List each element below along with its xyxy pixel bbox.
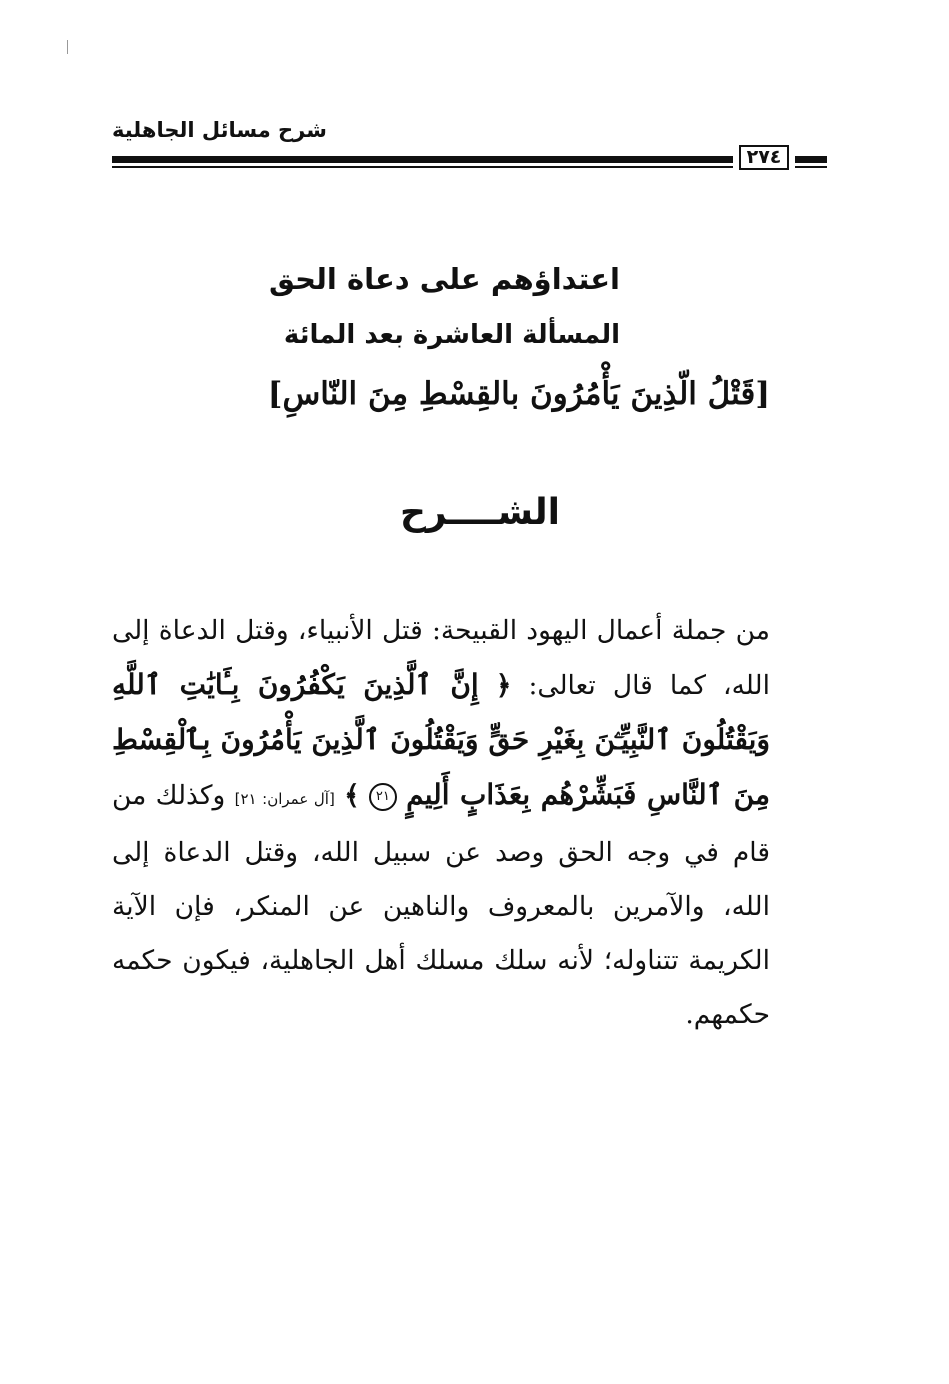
running-title: شرح مسائل الجاهلية — [112, 118, 327, 142]
header-dash-thick — [795, 156, 827, 163]
intro-text: من جملة أعمال اليهود القبيحة: قتل الأنبياء، وقتل الدعاة إلى الله، كما قال تعالى: — [112, 615, 770, 701]
section-heading: الشــــرح — [399, 492, 561, 533]
header-rule-thick — [112, 156, 733, 163]
ayah-number-marker: ٢١ — [369, 783, 397, 811]
header-dash-thin — [795, 166, 827, 168]
issue-heading: [قَتْلُ الّذِينَ يَأْمُرُونَ بالقِسْطِ مِنَ النّاسِ] — [267, 376, 770, 412]
verse-close-bracket: ﴾ — [344, 780, 360, 811]
verse-open-bracket: ﴿ — [495, 670, 512, 701]
conclusion-text: وكذلك من قام في وجه الحق وصد عن سبيل الله، وقتل الدعاة إلى الله، والآمرين بالمعروف والناهين عن المنكر، فإن الآية الكريمة تتناوله؛ لأنه سلك مسلك أهل الجاهلية، فيكون حكمه حكمهم. — [112, 780, 770, 1030]
chapter-title: اعتداؤهم على دعاة الحق — [268, 262, 620, 296]
issue-subtitle: المسألة العاشرة بعد المائة — [283, 320, 620, 350]
margin-mark — [67, 40, 68, 54]
body-paragraph — [112, 604, 832, 1042]
quran-verse: إِنَّ ٱلَّذِينَ يَكْفُرُونَ بِـَٔايَٰتِ ٱللَّهِ وَيَقْتُلُونَ ٱلنَّبِيِّـۧنَ بِغَيْرِ حَقٍّ وَيَقْتُلُونَ ٱلَّذِينَ يَأْمُرُونَ بِٱلْقِسْطِ مِنَ ٱلنَّاسِ فَبَشِّرْهُم بِعَذَابٍ أَلِيمٍ — [112, 668, 770, 811]
header-rule-thin — [112, 166, 733, 168]
body-text — [112, 604, 832, 1042]
verse-reference: [آل عمران: ٢١] — [234, 790, 335, 808]
page-number: ٢٧٤ — [739, 145, 789, 170]
